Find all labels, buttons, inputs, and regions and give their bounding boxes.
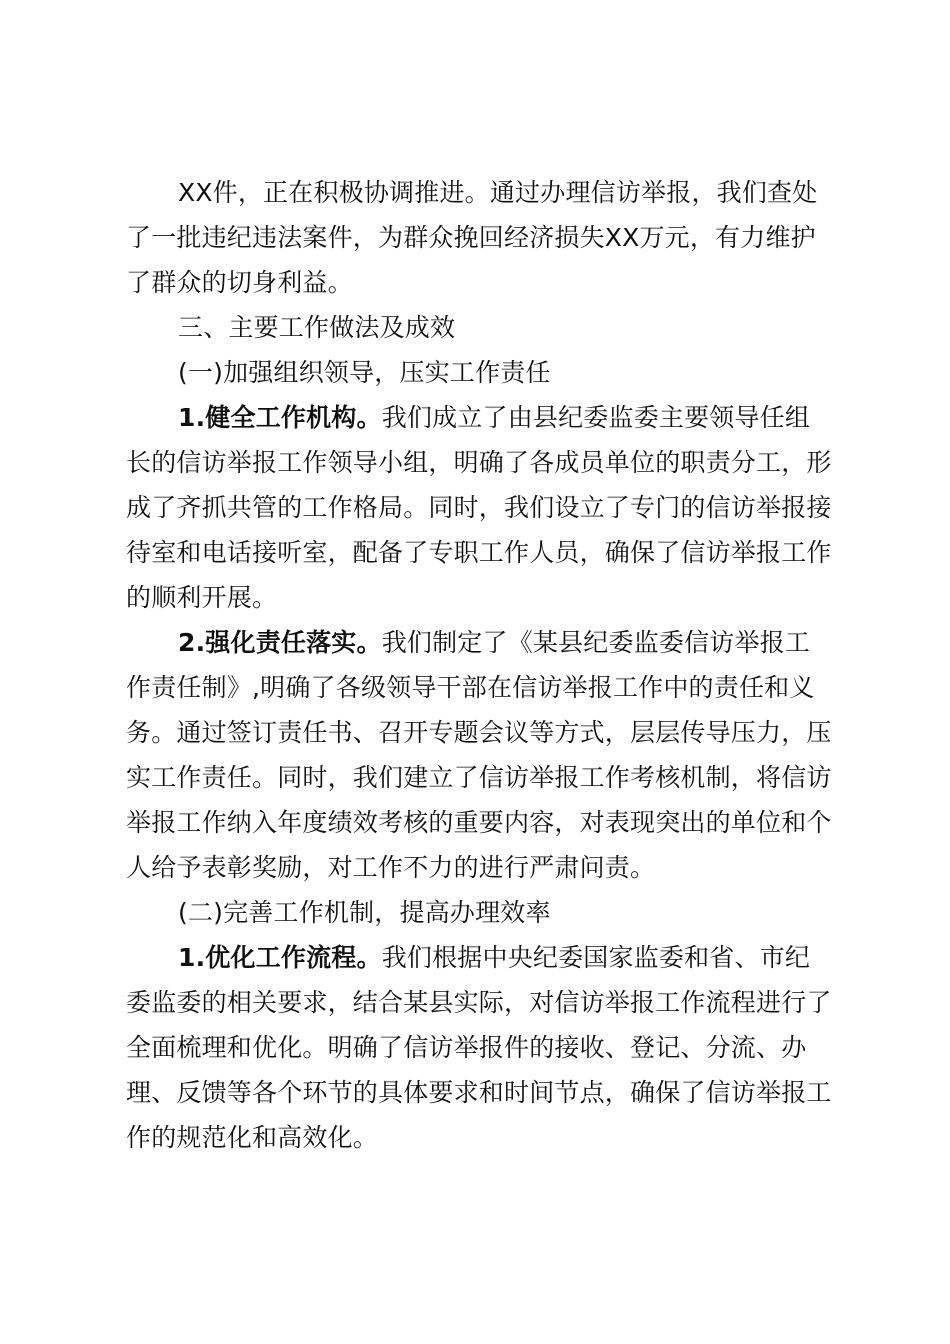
- subsection-heading-organization: [126, 350, 832, 395]
- paragraph-text: 我们制定了《某县纪委监委信访举报工作责任制》,明确了各级领导干部在信访举报工作中的责任和义务。通过签订责任书、召开专题会议等方式，层层传导压力，压实工作责任。同时，我们建立了信访举报工作考核机制，将信访举报工作纳入年度绩效考核的重要内容，对表现突出的单位和个人给予表彰奖励，对工作不力的进行严肃问责。: [126, 628, 832, 882]
- paragraph-responsibility: [126, 620, 832, 890]
- document-body: [126, 170, 832, 1160]
- paragraph-lead: 1.优化工作流程。: [178, 943, 382, 972]
- heading-text: (一)加强组织领导，压实工作责任: [178, 358, 551, 387]
- paragraph-work-institution: [126, 395, 832, 620]
- paragraph-case-results: [126, 170, 832, 305]
- paragraph-text: 我们成立了由县纪委监委主要领导任组长的信访举报工作领导小组，明确了各成员单位的职责分工，形成了齐抓共管的工作格局。同时，我们设立了专门的信访举报接待室和电话接听室，配备了专职工作人员，确保了信访举报工作的顺利开展。: [126, 403, 832, 612]
- paragraph-lead: 2.强化责任落实。: [178, 628, 382, 657]
- paragraph-text: 我们根据中央纪委国家监委和省、市纪委监委的相关要求，结合某县实际，对信访举报工作流程进行了全面梳理和优化。明确了信访举报件的接收、登记、分流、办理、反馈等各个环节的具体要求和时间节点，确保了信访举报工作的规范化和高效化。: [126, 943, 832, 1152]
- section-heading-main-practices: [126, 305, 832, 350]
- paragraph-lead: 1.健全工作机构。: [178, 403, 382, 432]
- paragraph-text: XX件，正在积极协调推进。通过办理信访举报，我们查处了一批违纪违法案件，为群众挽回经济损失XX万元，有力维护了群众的切身利益。: [126, 178, 818, 297]
- paragraph-workflow: [126, 935, 832, 1160]
- heading-text: 三、主要工作做法及成效: [178, 313, 456, 342]
- subsection-heading-mechanism: [126, 890, 832, 935]
- heading-text: (二)完善工作机制，提高办理效率: [178, 898, 551, 927]
